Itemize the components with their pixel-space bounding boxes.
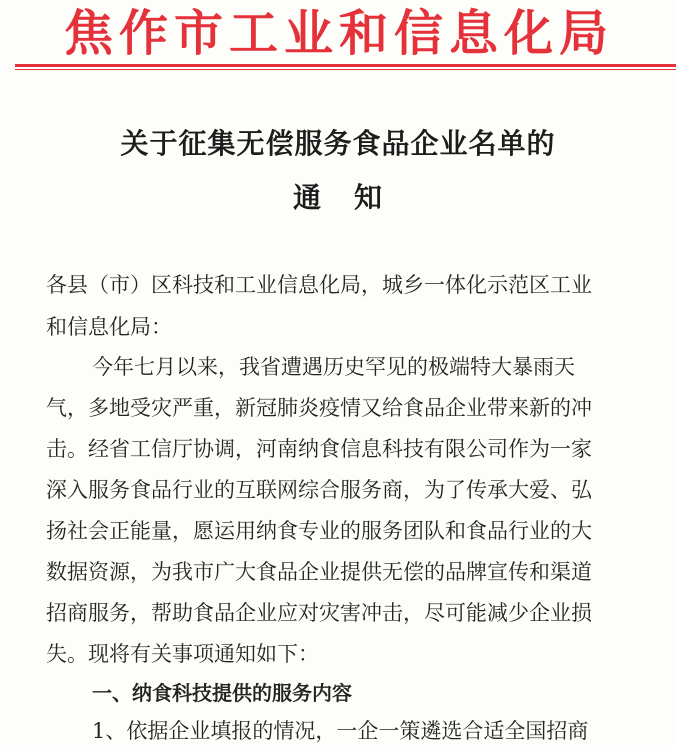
paragraph-line: 数据资源，为我市广大食品企业提供无偿的品牌宣传和渠道 [46, 560, 592, 584]
section-1-item-1-line-1: 1、依据企业填报的情况，一企一策遴选合适全国招商 [92, 719, 589, 743]
salutation-line-1: 各县（市）区科技和工业信息化局，城乡一体化示范区工业 [46, 273, 592, 297]
paragraph-line: 失。现将有关事项通知如下： [46, 642, 319, 666]
title-char-zhi: 知 [354, 181, 384, 214]
paragraph-line: 气，多地受灾严重，新冠肺炎疫情又给食品企业带来新的冲 [46, 396, 592, 420]
paragraph-line: 招商服务，帮助食品企业应对灾害冲击，尽可能减少企业损 [46, 601, 592, 625]
paragraph-line: 深入服务食品行业的互联网综合服务商，为了传承大爱、弘 [46, 478, 592, 502]
salutation-line-2: 和信息化局： [46, 315, 172, 339]
letterhead-red-rule-thick [15, 64, 676, 67]
section-1-heading: 一、纳食科技提供的服务内容 [92, 681, 352, 705]
title-char-tong: 通 [292, 181, 322, 214]
letterhead-red-rule-thin [15, 69, 676, 70]
document-title-line-2 [0, 178, 676, 218]
paragraph-line: 今年七月以来，我省遭遇历史罕见的极端特大暴雨天 [92, 355, 575, 379]
paragraph-line: 击。经省工信厅协调，河南纳食信息科技有限公司作为一家 [46, 437, 592, 461]
letterhead-org-name: 焦作市工业和信息化局 [63, 4, 614, 62]
paragraph-line: 扬社会正能量，愿运用纳食专业的服务团队和食品行业的大 [46, 519, 592, 543]
document-title-line-1: 关于征集无偿服务食品企业名单的 [120, 127, 556, 160]
